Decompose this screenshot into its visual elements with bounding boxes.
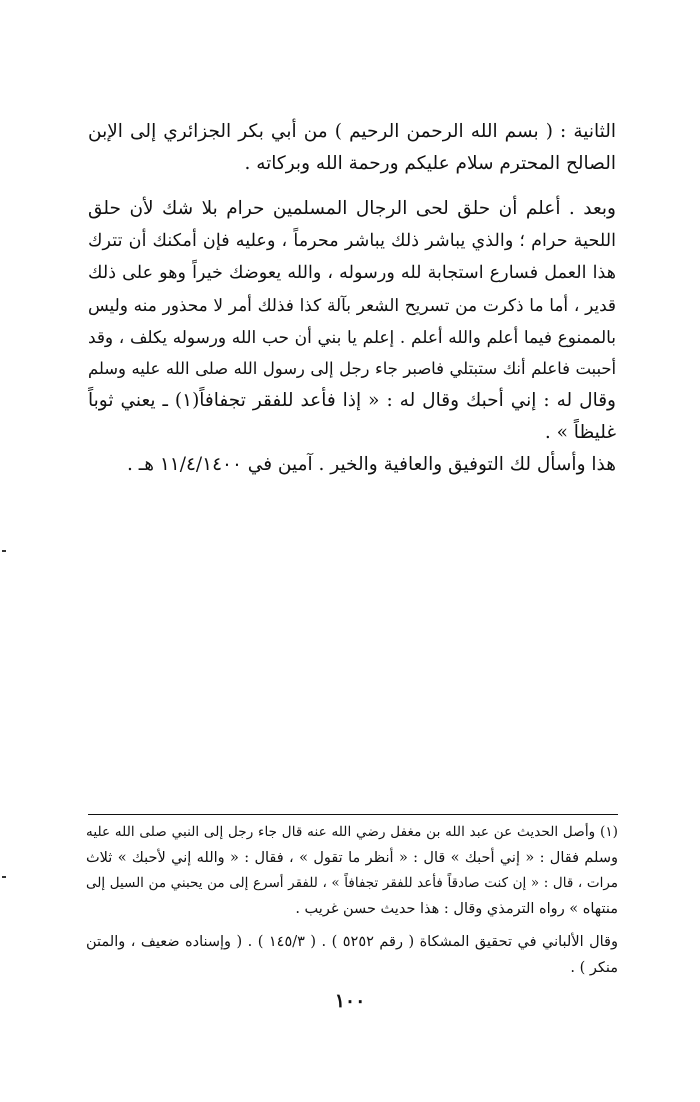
footnote-block xyxy=(86,820,618,981)
text-line: هذا العمل فسارع استجابة لله ورسوله ، والله يعوضك خيراً وهو على ذلك xyxy=(88,263,616,283)
footnote-line: منكر ) . xyxy=(570,959,618,976)
footnote-line: وقال الألباني في تحقيق المشكاة ( رقم ٥٢٥٢ ) . ( ١٤٥/٣ ) . ( وإسناده ضعيف ، والمتن xyxy=(86,934,618,950)
footnote-line: (١) وأصل الحديث عن عبد الله بن مغفل رضي الله عنه قال جاء رجل إلى النبي صلى الله عليه xyxy=(86,824,618,840)
paragraph-closing xyxy=(88,449,616,481)
footnote-2 xyxy=(86,930,618,981)
text-line: قدير ، أما ما ذكرت من تسريح الشعر بآلة كذا فذلك أمر لا محذور منه وليس xyxy=(88,295,616,315)
paragraph-main xyxy=(88,193,616,449)
main-text xyxy=(88,116,616,481)
text-line: الصالح المحترم سلام عليكم ورحمة الله وبركاته . xyxy=(244,153,616,174)
text-line: الثانية : ( بسم الله الرحمن الرحيم ) من أبي بكر الجزائري إلى الإبن xyxy=(88,121,616,142)
text-line: وبعد . أعلم أن حلق لحى الرجال المسلمين حرام بلا شك لأن حلق xyxy=(88,198,616,219)
text-line: وقال له : إني أحبك وقال له : « إذا فأعد للفقر تجفافاً(١) ـ يعني ثوباً xyxy=(88,390,616,411)
footnote-divider xyxy=(88,814,618,815)
footnote-1 xyxy=(86,820,618,922)
text-line: غليظاً » . xyxy=(544,422,616,443)
text-line: بالممنوع فيما أعلم والله أعلم . إعلم يا بني أن حب الله ورسوله يكلف ، وقد xyxy=(88,327,616,347)
paragraph-opening xyxy=(88,116,616,180)
text-line: اللحية حرام ؛ والذي يباشر ذلك يباشر محرماً ، وعليه فإن أمكنك أن تترك xyxy=(88,231,616,251)
footnote-line: منتهاه » رواه الترمذي وقال : هذا حديث حسن غريب . xyxy=(295,900,618,917)
scan-edge-mark xyxy=(2,876,6,878)
page-number: ١٠٠ xyxy=(334,990,366,1012)
footnote-line: وسلم فقال : « إني أحبك » قال : « أنظر ما تقول » ، فقال : « والله إني لأحبك » ثلاث xyxy=(86,849,618,866)
scan-edge-mark xyxy=(2,550,6,552)
text-line: أحببت فاعلم أنك ستبتلي فاصبر جاء رجل إلى رسول الله صلى الله عليه وسلم xyxy=(88,359,616,378)
footnote-line: مرات ، قال : « إن كنت صادقاً فأعد للفقر تجفافاً » ، للفقر أسرع إلى من يحبني من السيل إلى xyxy=(86,875,619,891)
text-line: هذا وأسأل لك التوفيق والعافية والخير . آمين في ١١/٤/١٤٠٠ هـ . xyxy=(127,454,616,475)
